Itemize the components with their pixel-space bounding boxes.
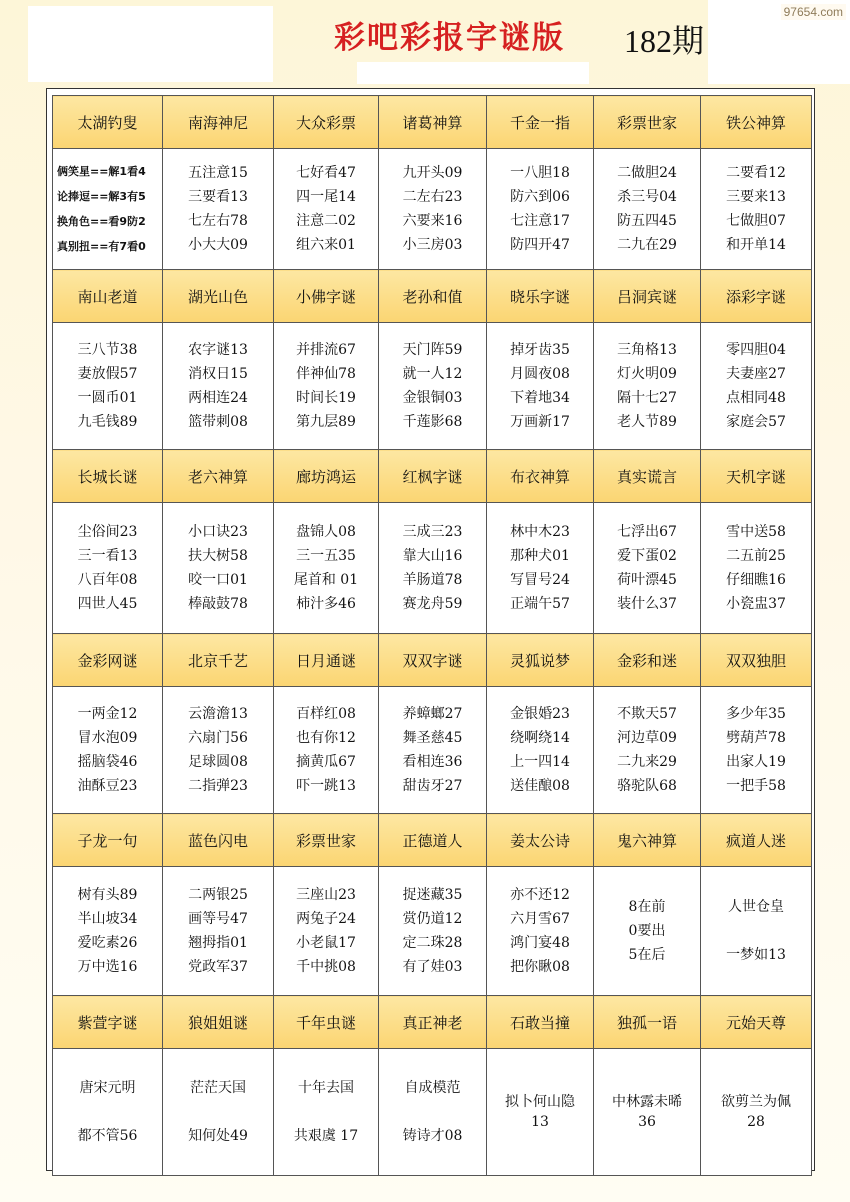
riddle-line: 足球圆08 xyxy=(188,754,248,770)
riddle-cell xyxy=(379,503,487,634)
riddle-row xyxy=(53,687,812,814)
author-name: 双双独胆 xyxy=(701,634,812,687)
author-name: 石敢当撞 xyxy=(487,996,594,1049)
riddle-line: 出家人19 xyxy=(726,754,786,770)
riddle-line: 并排流67 xyxy=(296,342,356,358)
author-name: 太湖钓叟 xyxy=(53,96,163,149)
author-name: 小佛字谜 xyxy=(274,270,379,323)
riddle-line: 两兔子24 xyxy=(296,911,356,927)
riddle-line: 掉牙齿35 xyxy=(510,342,570,358)
riddle-line: 摘黄瓜67 xyxy=(296,754,356,770)
riddle-line: 茫茫天国 xyxy=(190,1080,246,1096)
riddle-line: 送佳酿08 xyxy=(510,778,570,794)
riddle-cell xyxy=(487,323,594,450)
riddle-cell xyxy=(274,867,379,996)
riddle-line: 三角格13 xyxy=(617,342,677,358)
riddle-line: 吓一跳13 xyxy=(296,778,356,794)
riddle-line: 七好看47 xyxy=(296,165,356,181)
author-name: 大众彩票 xyxy=(274,96,379,149)
riddle-line: 共艰虞 17 xyxy=(293,1128,359,1144)
author-name: 南海神尼 xyxy=(163,96,274,149)
riddle-cell xyxy=(487,867,594,996)
riddle-line: 劈葫芦78 xyxy=(726,730,786,746)
riddle-line: 夫妻座27 xyxy=(726,366,786,382)
riddle-line: 铸诗才08 xyxy=(402,1128,463,1144)
riddle-line: 羊肠道78 xyxy=(402,572,463,588)
riddle-line: 老人节89 xyxy=(617,414,677,430)
riddle-line: 靠大山16 xyxy=(402,548,463,564)
riddle-line: 写冒号24 xyxy=(510,572,570,588)
riddle-line: 养蟑螂27 xyxy=(402,706,463,722)
riddle-cell xyxy=(53,149,163,270)
riddle-line: 那种犬01 xyxy=(510,548,570,564)
author-name: 湖光山色 xyxy=(163,270,274,323)
line-gap xyxy=(53,1100,162,1124)
riddle-line: 妻放假57 xyxy=(77,366,138,382)
riddle-line: 13 xyxy=(531,1114,549,1130)
riddle-cell xyxy=(701,687,812,814)
riddle-cell xyxy=(701,323,812,450)
riddle-line: 多少年35 xyxy=(726,706,786,722)
riddle-line: 冒水泡09 xyxy=(77,730,138,746)
riddle-cell xyxy=(701,503,812,634)
riddle-line: 小瓷盅37 xyxy=(726,596,786,612)
riddle-line: 小老鼠17 xyxy=(296,935,356,951)
riddle-line: 一两金12 xyxy=(77,706,138,722)
line-gap xyxy=(274,1100,378,1124)
riddle-cell xyxy=(701,1049,812,1176)
author-name: 真正神老 xyxy=(379,996,487,1049)
riddle-line: 俩笑星==解1看4 xyxy=(57,165,146,178)
riddle-line: 三要看13 xyxy=(188,189,248,205)
riddle-line: 看相连36 xyxy=(402,754,463,770)
riddle-line: 论捧逗==解3有5 xyxy=(57,190,146,203)
riddle-line: 隔十七27 xyxy=(617,390,677,406)
author-name: 狼姐姐谜 xyxy=(163,996,274,1049)
header-row xyxy=(53,96,812,149)
riddle-cell xyxy=(487,149,594,270)
riddle-row xyxy=(53,867,812,996)
riddle-line: 一把手58 xyxy=(726,778,786,794)
riddle-line: 甜齿牙27 xyxy=(402,778,463,794)
riddle-line: 就一人12 xyxy=(402,366,463,382)
riddle-line: 七做胆07 xyxy=(726,213,786,229)
riddle-line: 也有你12 xyxy=(296,730,356,746)
riddle-line: 云澹澹13 xyxy=(188,706,248,722)
header-row xyxy=(53,814,812,867)
riddle-table xyxy=(52,95,812,1176)
riddle-line: 真别扭==有7看0 xyxy=(57,240,146,253)
riddle-line: 第九层89 xyxy=(296,414,356,430)
author-name: 彩票世家 xyxy=(274,814,379,867)
riddle-line: 亦不还12 xyxy=(510,887,570,903)
riddle-cell xyxy=(701,867,812,996)
line-gap xyxy=(163,1100,273,1124)
riddle-line: 小大大09 xyxy=(188,237,248,253)
riddle-row xyxy=(53,1049,812,1176)
riddle-cell xyxy=(163,323,274,450)
author-name: 晓乐字谜 xyxy=(487,270,594,323)
riddle-line: 零四胆04 xyxy=(726,342,786,358)
riddle-line: 绕啊绕14 xyxy=(510,730,570,746)
author-name: 老六神算 xyxy=(163,450,274,503)
riddle-cell xyxy=(163,687,274,814)
riddle-line: 天门阵59 xyxy=(402,342,463,358)
riddle-line: 组六来01 xyxy=(296,237,356,253)
riddle-line: 金银婚23 xyxy=(510,706,570,722)
author-name: 金彩和迷 xyxy=(594,634,701,687)
riddle-line: 三成三23 xyxy=(402,524,463,540)
riddle-cell xyxy=(53,323,163,450)
riddle-cell xyxy=(379,867,487,996)
riddle-line: 都不管56 xyxy=(77,1128,138,1144)
riddle-line: 树有头89 xyxy=(77,887,138,903)
riddle-line: 河边草09 xyxy=(617,730,677,746)
author-name: 灵狐说梦 xyxy=(487,634,594,687)
riddle-line: 有了娃03 xyxy=(402,959,463,975)
riddle-line: 六要来16 xyxy=(402,213,463,229)
riddle-line: 一梦如13 xyxy=(726,947,786,963)
author-name: 老孙和值 xyxy=(379,270,487,323)
riddle-line: 消权日15 xyxy=(188,366,248,382)
author-name: 独孤一语 xyxy=(594,996,701,1049)
riddle-line: 捉迷藏35 xyxy=(402,887,463,903)
riddle-line: 百样红08 xyxy=(296,706,356,722)
riddle-line: 点相同48 xyxy=(726,390,786,406)
riddle-line: 拟卜何山隐 xyxy=(505,1094,575,1110)
blank-panel-center xyxy=(357,62,589,84)
riddle-line: 金银铜03 xyxy=(402,390,463,406)
riddle-line: 万中选16 xyxy=(77,959,138,975)
riddle-line: 自成模范 xyxy=(404,1080,461,1096)
riddle-cell xyxy=(274,687,379,814)
riddle-cell xyxy=(594,503,701,634)
riddle-line: 五注意15 xyxy=(188,165,248,181)
riddle-line: 月圆夜08 xyxy=(510,366,570,382)
riddle-line: 雪中送58 xyxy=(726,524,786,540)
riddle-line: 荷叶漂45 xyxy=(617,572,677,588)
riddle-cell xyxy=(163,1049,274,1176)
riddle-cell xyxy=(594,323,701,450)
riddle-line: 翘拇指01 xyxy=(188,935,248,951)
riddle-cell xyxy=(274,503,379,634)
riddle-line: 和开单14 xyxy=(726,237,786,253)
riddle-cell xyxy=(594,687,701,814)
header-row xyxy=(53,634,812,687)
riddle-cell xyxy=(53,687,163,814)
author-name: 疯道人迷 xyxy=(701,814,812,867)
author-name: 吕洞宾谜 xyxy=(594,270,701,323)
riddle-line: 人世仓皇 xyxy=(728,899,784,915)
author-name: 双双字谜 xyxy=(379,634,487,687)
riddle-cell xyxy=(379,323,487,450)
riddle-cell xyxy=(274,1049,379,1176)
riddle-line: 二九在29 xyxy=(617,237,677,253)
riddle-line: 半山坡34 xyxy=(77,911,138,927)
riddle-line: 骆驼队68 xyxy=(617,778,677,794)
author-name: 廊坊鸿运 xyxy=(274,450,379,503)
riddle-line: 鸿门宴48 xyxy=(510,935,570,951)
author-name: 姜太公诗 xyxy=(487,814,594,867)
author-name: 诸葛神算 xyxy=(379,96,487,149)
author-name: 鬼六神算 xyxy=(594,814,701,867)
riddle-line: 柿汁多46 xyxy=(296,596,356,612)
issue-number: 182期 xyxy=(624,23,705,59)
riddle-line: 欲剪兰为佩 xyxy=(721,1094,791,1110)
riddle-cell xyxy=(163,867,274,996)
author-name: 布衣神算 xyxy=(487,450,594,503)
riddle-line: 农字谜13 xyxy=(188,342,248,358)
riddle-cell xyxy=(487,687,594,814)
riddle-line: 尾首和 01 xyxy=(293,572,359,588)
header-row xyxy=(53,270,812,323)
riddle-line: 三一看13 xyxy=(77,548,138,564)
riddle-line: 注意二02 xyxy=(296,213,356,229)
riddle-line: 仔细瞧16 xyxy=(726,572,786,588)
riddle-line: 三座山23 xyxy=(296,887,356,903)
blank-panel-left xyxy=(28,6,273,82)
riddle-line: 防五四45 xyxy=(617,213,677,229)
riddle-line: 七注意17 xyxy=(510,213,570,229)
riddle-line: 防四开47 xyxy=(510,237,570,253)
riddle-line: 舞圣慈45 xyxy=(402,730,463,746)
riddle-line: 小口诀23 xyxy=(188,524,248,540)
riddle-line: 二两银25 xyxy=(188,887,248,903)
riddle-line: 定二珠28 xyxy=(402,935,463,951)
riddle-line: 爱吃素26 xyxy=(77,935,138,951)
riddle-line: 篮带刺08 xyxy=(188,414,248,430)
riddle-line: 一八胆18 xyxy=(510,165,570,181)
riddle-line: 摇脑袋46 xyxy=(77,754,138,770)
riddle-line: 八百年08 xyxy=(77,572,138,588)
riddle-cell xyxy=(274,323,379,450)
riddle-line: 油酥豆23 xyxy=(77,778,138,794)
riddle-line: 5在后 xyxy=(628,947,666,963)
riddle-cell xyxy=(487,1049,594,1176)
line-gap xyxy=(379,1100,486,1124)
author-name: 子龙一句 xyxy=(53,814,163,867)
riddle-line: 二五前25 xyxy=(726,548,786,564)
riddle-line: 十年去国 xyxy=(298,1080,354,1096)
riddle-line: 小三房03 xyxy=(402,237,463,253)
riddle-cell xyxy=(701,149,812,270)
author-name: 真实谎言 xyxy=(594,450,701,503)
riddle-line: 千莲影68 xyxy=(402,414,463,430)
author-name: 长城长谜 xyxy=(53,450,163,503)
author-name: 南山老道 xyxy=(53,270,163,323)
riddle-line: 爱下蛋02 xyxy=(617,548,677,564)
riddle-line: 灯火明09 xyxy=(617,366,677,382)
riddle-line: 两相连24 xyxy=(188,390,248,406)
riddle-line: 九毛钱89 xyxy=(77,414,138,430)
riddle-line: 0要出 xyxy=(628,923,666,939)
riddle-row xyxy=(53,503,812,634)
riddle-line: 盘锦人08 xyxy=(296,524,356,540)
riddle-cell xyxy=(379,1049,487,1176)
header-row xyxy=(53,996,812,1049)
author-name: 北京千艺 xyxy=(163,634,274,687)
riddle-row xyxy=(53,323,812,450)
riddle-line: 七左右78 xyxy=(188,213,248,229)
riddle-line: 不欺天57 xyxy=(617,706,677,722)
riddle-line: 赛龙舟59 xyxy=(402,596,463,612)
riddle-line: 赏仍道12 xyxy=(402,911,463,927)
riddle-line: 九开头09 xyxy=(402,165,463,181)
riddle-cell xyxy=(274,149,379,270)
riddle-line: 伴神仙78 xyxy=(296,366,356,382)
riddle-cell xyxy=(594,867,701,996)
riddle-line: 三八节38 xyxy=(77,342,138,358)
author-name: 元始天尊 xyxy=(701,996,812,1049)
riddle-line: 林中木23 xyxy=(510,524,570,540)
riddle-line: 知何处49 xyxy=(188,1128,248,1144)
riddle-line: 下着地34 xyxy=(510,390,570,406)
riddle-cell xyxy=(379,687,487,814)
riddle-line: 二要看12 xyxy=(726,165,786,181)
line-gap xyxy=(701,919,811,943)
riddle-line: 二指弹23 xyxy=(188,778,248,794)
riddle-line: 二左右23 xyxy=(402,189,463,205)
riddle-line: 千中挑08 xyxy=(296,959,356,975)
author-name: 紫萱字谜 xyxy=(53,996,163,1049)
riddle-line: 正端午57 xyxy=(510,596,570,612)
riddle-cell xyxy=(53,1049,163,1176)
riddle-cell xyxy=(163,149,274,270)
riddle-cell xyxy=(53,867,163,996)
riddle-line: 三要来13 xyxy=(726,189,786,205)
site-watermark: 97654.com xyxy=(781,4,846,20)
riddle-line: 唐宋元明 xyxy=(79,1080,136,1096)
riddle-row xyxy=(53,149,812,270)
author-name: 千年虫谜 xyxy=(274,996,379,1049)
riddle-line: 家庭会57 xyxy=(726,414,786,430)
riddle-line: 上一四14 xyxy=(510,754,570,770)
riddle-cell xyxy=(379,149,487,270)
riddle-line: 棒敲鼓78 xyxy=(188,596,248,612)
riddle-line: 换角色==看9防2 xyxy=(57,215,146,228)
riddle-line: 六扇门56 xyxy=(188,730,248,746)
riddle-line: 党政军37 xyxy=(188,959,248,975)
header-row xyxy=(53,450,812,503)
riddle-cell xyxy=(487,503,594,634)
riddle-line: 画等号47 xyxy=(188,911,248,927)
riddle-line: 8在前 xyxy=(628,899,666,915)
author-name: 正德道人 xyxy=(379,814,487,867)
riddle-line: 四一尾14 xyxy=(296,189,356,205)
author-name: 铁公神算 xyxy=(701,96,812,149)
riddle-line: 28 xyxy=(747,1114,765,1130)
author-name: 红枫字谜 xyxy=(379,450,487,503)
riddle-line: 尘俗间23 xyxy=(77,524,138,540)
riddle-line: 一圆币01 xyxy=(77,390,138,406)
riddle-line: 时间长19 xyxy=(296,390,356,406)
author-name: 金彩网谜 xyxy=(53,634,163,687)
author-name: 天机字谜 xyxy=(701,450,812,503)
riddle-line: 万画新17 xyxy=(510,414,570,430)
riddle-cell xyxy=(594,149,701,270)
riddle-line: 把你瞅08 xyxy=(510,959,570,975)
riddle-line: 36 xyxy=(638,1114,656,1130)
page-title: 彩吧彩报字谜版 xyxy=(334,20,565,56)
riddle-line: 六月雪67 xyxy=(510,911,570,927)
riddle-line: 二九来29 xyxy=(617,754,677,770)
riddle-line: 咬一口01 xyxy=(188,572,248,588)
riddle-cell xyxy=(163,503,274,634)
riddle-line: 装什么37 xyxy=(617,596,677,612)
author-name: 彩票世家 xyxy=(594,96,701,149)
riddle-line: 二做胆24 xyxy=(617,165,677,181)
riddle-line: 扶大树58 xyxy=(188,548,248,564)
author-name: 千金一指 xyxy=(487,96,594,149)
riddle-line: 防六到06 xyxy=(510,189,570,205)
riddle-line: 三一五35 xyxy=(296,548,356,564)
riddle-cell xyxy=(594,1049,701,1176)
riddle-line: 中林露未晞 xyxy=(612,1094,682,1110)
riddle-line: 七浮出67 xyxy=(617,524,677,540)
riddle-line: 杀三号04 xyxy=(617,189,677,205)
riddle-line: 四世人45 xyxy=(77,596,138,612)
author-name: 添彩字谜 xyxy=(701,270,812,323)
author-name: 日月通谜 xyxy=(274,634,379,687)
riddle-cell xyxy=(53,503,163,634)
author-name: 蓝色闪电 xyxy=(163,814,274,867)
